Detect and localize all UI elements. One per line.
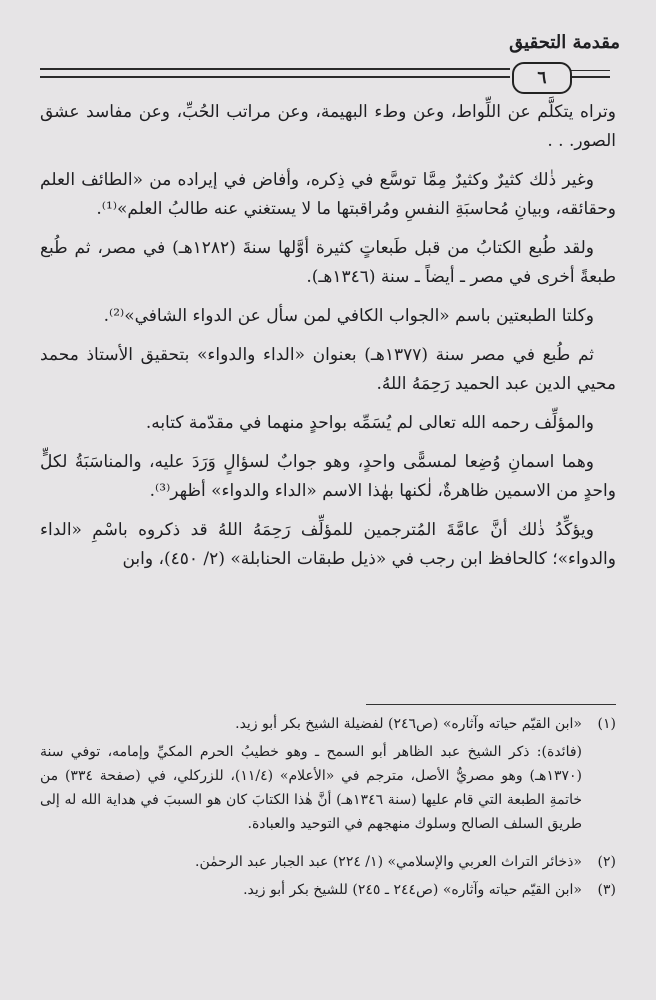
footnote [40, 712, 616, 736]
main-text [40, 98, 616, 584]
footnote-number: (٢) [597, 854, 616, 870]
paragraph: ثم طُبع في مصر سنة (١٣٧٧هـ) بعنوان «الداء والدواء» بتحقيق الأستاذ محمد محيي الدين عبد الحميد رَحِمَهُ اللهُ. [40, 345, 616, 394]
footnote-number [582, 740, 616, 836]
footnote-number: (١) [597, 716, 616, 732]
header-rule-right [570, 76, 610, 78]
footnote-text: «ابن القيّم حياته وآثاره» (ص٢٤٤ ـ ٢٤٥) للشيخ بكر أبو زيد. [243, 882, 582, 898]
paragraph: والمؤلِّف رحمه الله تعالى لم يُسَمِّه بواحدٍ منهما في مقدّمة كتابه. [145, 413, 594, 433]
footnote [40, 878, 616, 902]
paragraph: ويؤكِّدُ ذٰلك أنَّ عامَّةَ المُترجمين للمؤلِّف رَحِمَهُ اللهُ قد ذكروه باسْمِ «الداء والدواء»؛ كالحافظ ابن رجب في «ذيل طبقات الحنابلة» (٢/ ٤٥٠)، وابن [40, 520, 616, 569]
footnote-text: «ذخائر التراث العربي والإسلامي» (١/ ٢٢٤) عبد الجبار عبد الرحمٰن. [195, 854, 582, 870]
page-number: ٦ [512, 62, 572, 94]
paragraph: وتراه يتكلَّم عن اللِّواط، وعن وطء البهيمة، وعن مراتب الحُبِّ، وعن مفاسد عشق الصور. . . [40, 102, 616, 151]
footnote-text: (فائدة): ذكر الشيخ عبد الظاهر أبو السمح ـ وهو خطيبُ الحرم المكيِّ وإمامه، توفي سنة (١٣٧٠هـ) وهو مصريُّ الأصل، مترجم في «الأعلام» (١١/٤)، للزركلي، في (صفحة ٣٣٤) من خاتمةِ الطبعة التي قام عليها (سنة ١٣٤٦هـ) أنَّ هٰذا الكتابَ كان هو السببَ في هداية الله له إلى طريق السلف الصالح وسلوك منهجهم في التوحيد والعبادة. [40, 744, 582, 832]
paragraph: وغير ذٰلك كثيرٌ وكثيرٌ مِمَّا توسَّع في ذِكره، وأفاض في إيراده من «الطائف العلم وحقائقه، وبيانِ مُحاسبَةِ النفسِ ومُراقبتها ما لا يستغني عنه طالبُ العلم»⁽¹⁾. [40, 170, 616, 219]
header-rule-bottom [40, 76, 510, 78]
footnote-number: (٣) [597, 882, 616, 898]
footnote [40, 740, 616, 836]
running-title: مقدمة التحقيق [509, 32, 620, 53]
footnote-divider [366, 704, 616, 705]
footnote [40, 850, 616, 874]
footnote-text: «ابن القيّم حياته وآثاره» (ص٢٤٦) لفضيلة الشيخ بكر أبو زيد. [235, 716, 582, 732]
footnotes [40, 712, 616, 906]
paragraph: ولقد طُبع الكتابُ من قبل طَبعاتٍ كثيرة أوَّلها سنةَ (١٢٨٢هـ) في مصر، ثم طُبع طبعةً أخرى في مصر ـ أيضاً ـ سنة (١٣٤٦هـ). [40, 238, 616, 287]
page-header [0, 0, 656, 96]
paragraph: وهما اسمانِ وُضِعا لمسمًّى واحدٍ، وهو جوابٌ لسؤالٍ وَرَدَ عليه، والمناسَبَةُ لكلٍّ واحدٍ من الاسمين ظاهرةٌ، لٰكنها بهٰذا الاسم «الداء والدواء» أظهر⁽³⁾. [40, 452, 616, 501]
paragraph: وكلتا الطبعتين باسم «الجواب الكافي لمن سأل عن الدواء الشافي»⁽²⁾. [103, 306, 594, 326]
header-rule-top [40, 68, 510, 70]
header-rule-right-thin [570, 70, 610, 71]
